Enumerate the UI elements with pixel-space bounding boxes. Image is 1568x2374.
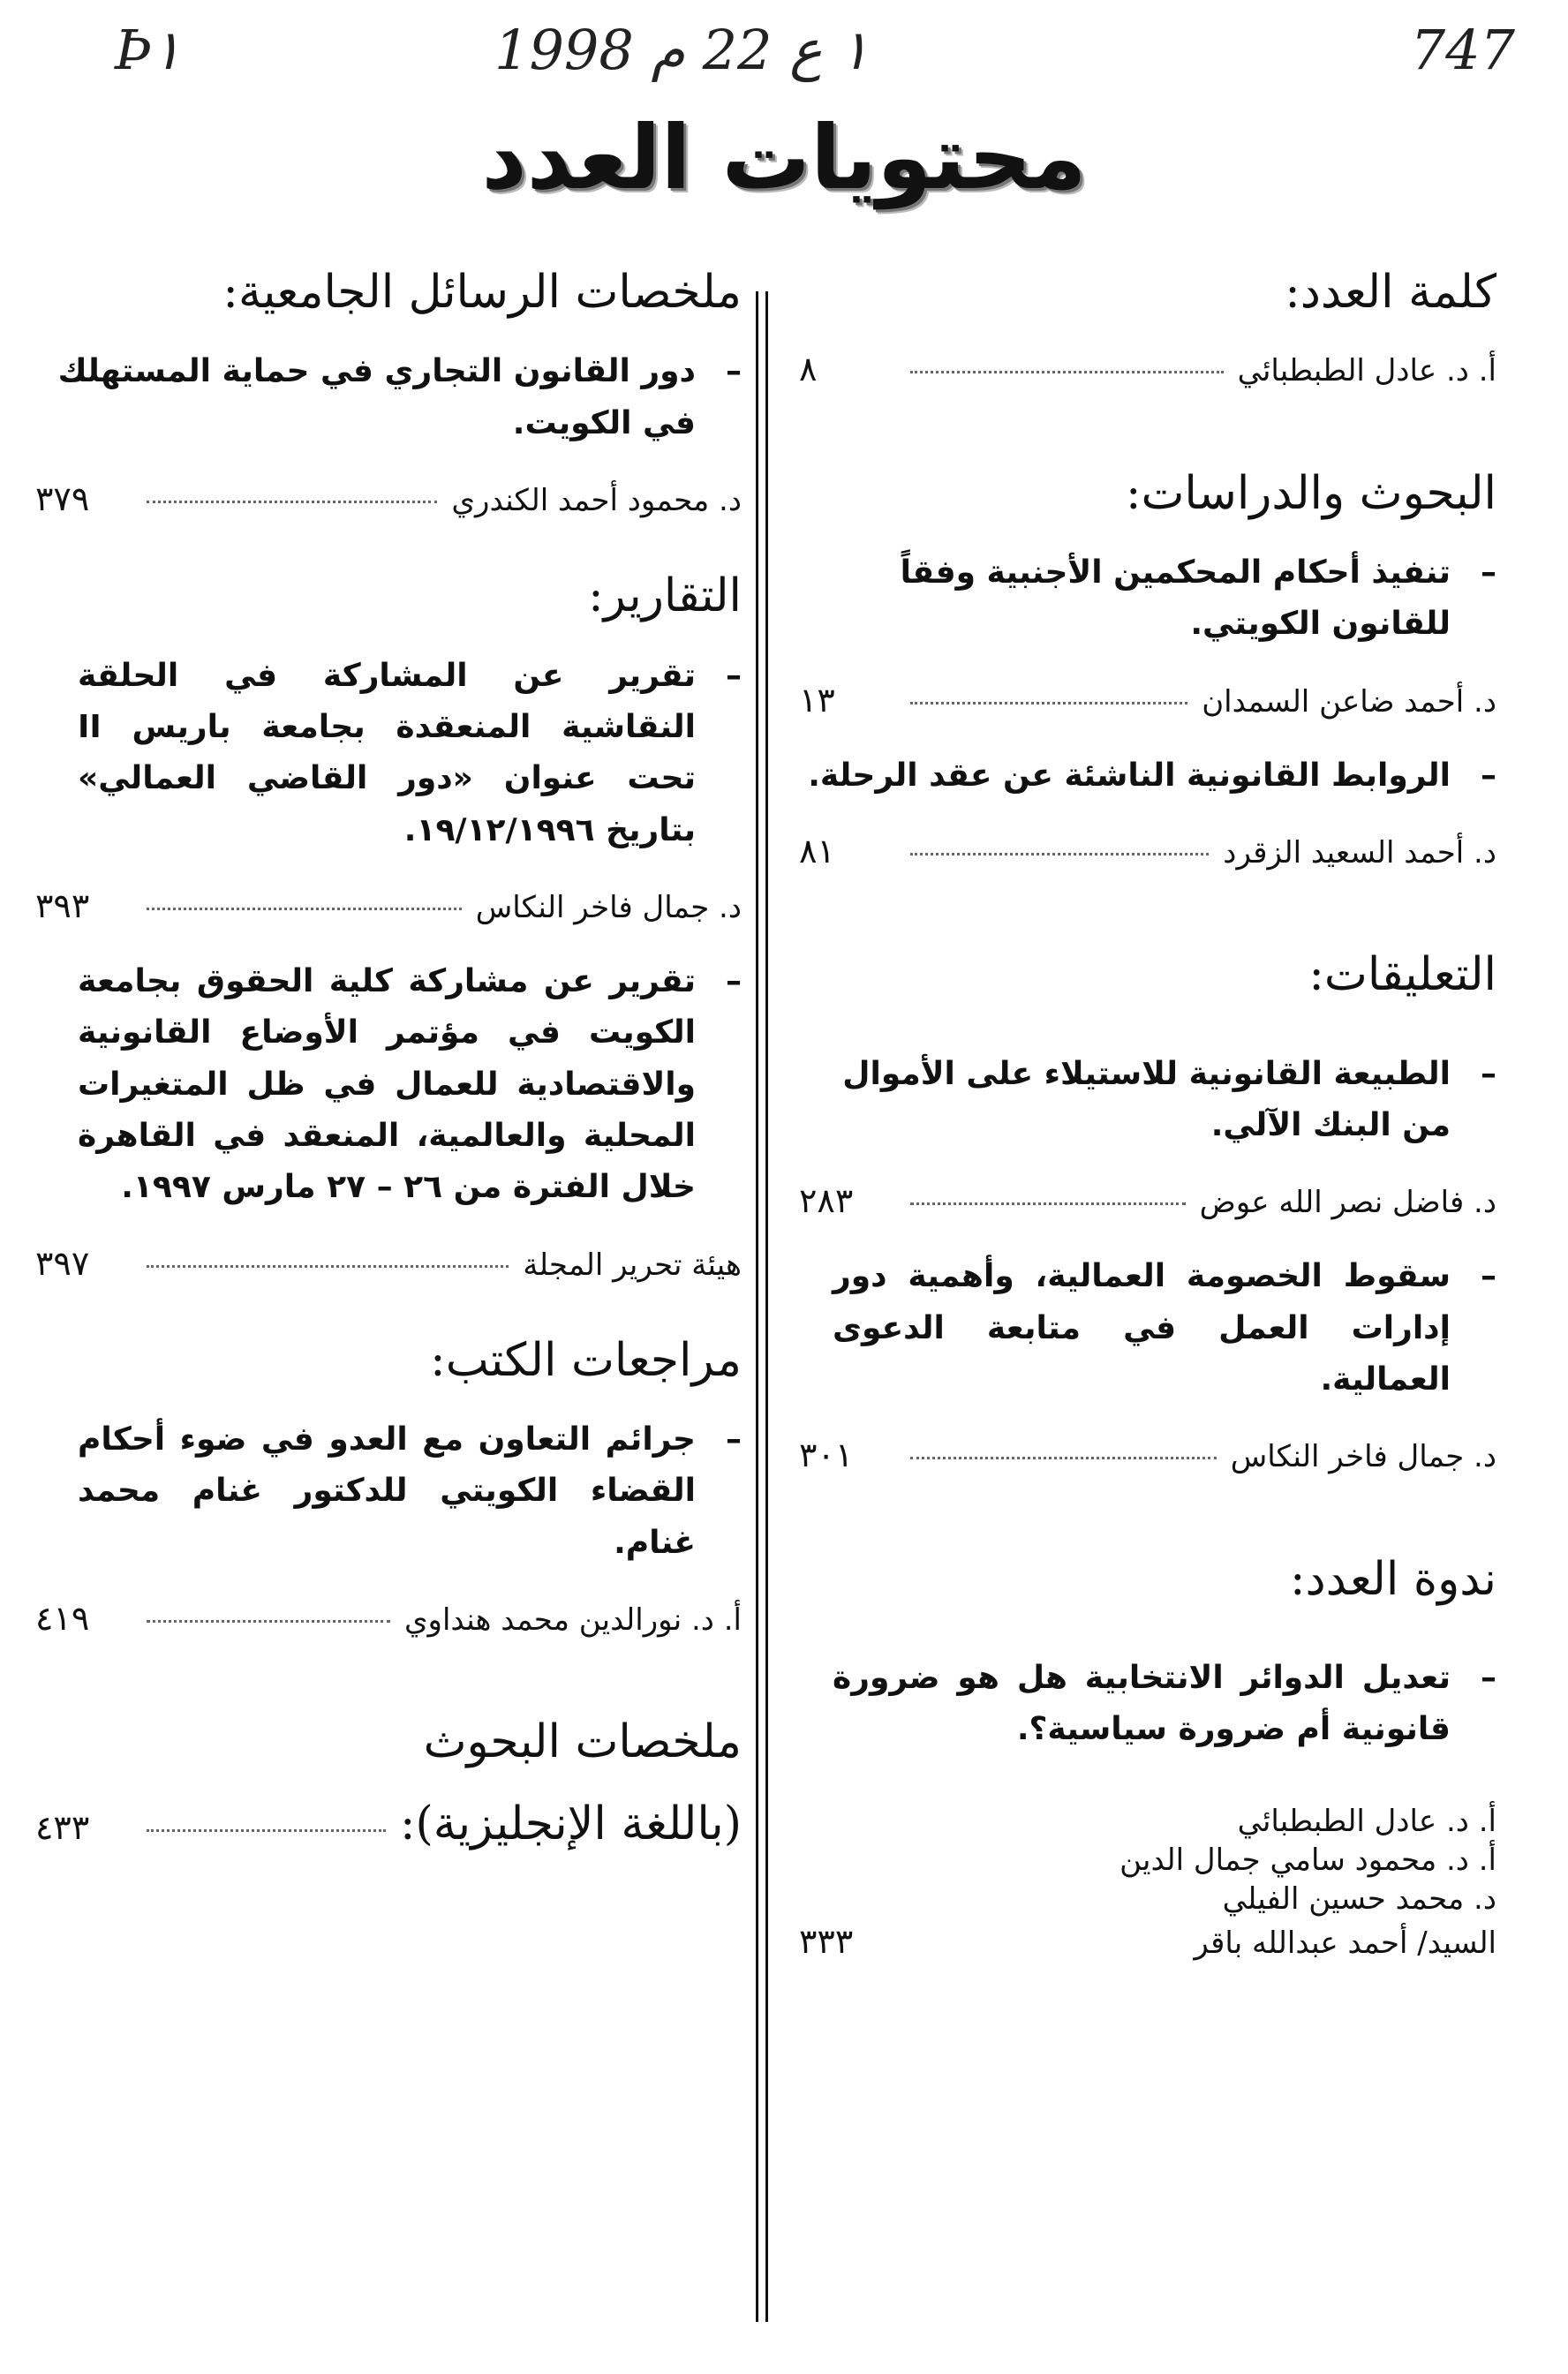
entry-page: ٣٩٧ [35,1243,90,1283]
spacer [910,1945,1180,1946]
section-heading: ملخصات البحوث [423,1715,742,1769]
entry-page: ٣٧٩ [35,479,90,519]
english-abstracts-section [35,1715,742,1851]
reports-section [35,569,742,1287]
entry-page: ٨١ [799,832,835,871]
handwritten-page-ref: 747 [1410,18,1515,82]
entry-author: د. فاضل نصر الله عوض [1199,1185,1496,1221]
entry-page: ١٣ [799,680,835,720]
entry-author: د. جمال فاخر النكاس [1230,1439,1496,1475]
toc-entry[interactable] [35,476,742,523]
item-title[interactable]: – تنفيذ أحكام المحكمين الأجنبية وفقاً للقانون الكويتي. [833,547,1496,651]
dot-leader [910,1456,1217,1459]
toc-entry[interactable] [35,1240,742,1287]
item-title[interactable]: – الروابط القانونية الناشئة عن عقد الرحلة. [799,750,1496,802]
toc-entry[interactable] [799,346,1496,393]
symposium-section [799,1552,1496,1966]
dot-leader [910,1202,1186,1205]
toc-entry[interactable] [799,1918,1496,1965]
entry-author: د. محمود أحمد الكندري [451,483,742,519]
right-column [799,265,1496,2348]
entry-page: ٤٣٣ [35,1807,90,1847]
dot-leader [147,1619,390,1623]
entry-author: د. جمال فاخر النكاس [475,889,742,925]
dot-leader [910,370,1224,373]
item-title[interactable]: – الطبيعة القانونية للاستيلاء على الأموال من البنك الآلي. [833,1049,1496,1152]
section-heading: البحوث والدراسات: [1125,466,1496,520]
dot-leader [910,701,1187,705]
section-heading: ندوة العدد: [1290,1552,1496,1606]
item-title[interactable]: – تعديل الدوائر الانتخابية هل هو ضرورة قانونية أم ضرورة سياسية؟. [833,1653,1496,1756]
item-title[interactable]: – تقرير عن المشاركة في الحلقة النقاشية المنعقدة بجامعة باريس II تحت عنوان «دور القاضي العمالي» بتاريخ ١٩/١٢/١٩٩٦. [78,651,742,856]
entry-author: هيئة تحرير المجلة [523,1247,742,1283]
toc-entry[interactable] [799,677,1496,724]
participant: د. محمد حسين الفيلي [1222,1881,1496,1917]
entry-author: أ. د. نورالدين محمد هنداوي [403,1602,742,1639]
section-heading: مراجعات الكتب: [430,1333,742,1387]
handwritten-number-ref: Ϸ١ [115,18,182,82]
dot-leader [910,852,1209,855]
item-title[interactable]: – سقوط الخصومة العمالية، وأهمية دور إدارات العمل في متابعة الدعوى العمالية. [833,1251,1496,1406]
toc-entry[interactable] [35,883,742,930]
page-title: محتويات العدد [481,106,1087,209]
comments-section [799,947,1496,1479]
dot-leader [147,907,462,910]
book-reviews-section [35,1333,742,1643]
entry-author: د. أحمد السعيد الزقرد [1223,835,1496,871]
dot-leader [147,1264,509,1268]
entry-page: ٣٩٣ [35,886,90,925]
section-heading: التقارير: [588,569,742,623]
dot-leader [147,1828,386,1832]
section-heading: ملخصات الرسائل الجامعية: [222,266,742,319]
item-title[interactable]: – جرائم التعاون مع العدو في ضوء أحكام القضاء الكويتي للدكتور غنام محمد غنام. [78,1414,742,1569]
entry-page: ٣٠١ [799,1436,854,1475]
research-section [799,466,1496,876]
entry-author: أ. د. عادل الطبطبائي [1237,353,1496,389]
toc-entry[interactable] [799,828,1496,875]
entry-page: ٢٨٣ [799,1181,854,1221]
participant: أ. د. محمود سامي جمال الدين [1119,1842,1496,1878]
section-heading: (باللغة الإنجليزية): [399,1797,742,1850]
participant: أ. د. عادل الطبطبائي [1237,1803,1496,1839]
item-title[interactable]: – دور القانون التجاري في حماية المستهلك في الكويت. [35,346,742,449]
toc-entry[interactable] [35,1797,742,1851]
entry-page: ٨ [799,350,818,389]
toc-entry[interactable] [799,1432,1496,1479]
toc-entry[interactable] [799,1178,1496,1225]
handwritten-date-ref: ١ ع 22 م 1998 [494,18,870,82]
toc-entry[interactable] [35,1595,742,1642]
column-divider [756,291,768,2322]
item-title[interactable]: – تقرير عن مشاركة كلية الحقوق بجامعة الكويت في مؤتمر الأوضاع القانونية والاقتصادية للعمال في ظل المتغيرات المحلية والعالمية، المنعقد في القاهرة خلال الفترة من ٢٦ – ٢٧ مارس ١٩٩٧. [78,956,742,1214]
entry-page: ٤١٩ [35,1599,90,1639]
entry-page: ٣٣٣ [799,1922,854,1962]
editorial-section [799,265,1496,394]
participant: السيد/ أحمد عبدالله باقر [1194,1926,1496,1962]
section-heading: التعليقات: [1308,948,1496,1002]
section-heading: كلمة العدد: [1285,266,1496,319]
left-column [35,265,742,2348]
entry-author: د. أحمد ضاعن السمدان [1202,683,1496,720]
theses-section [35,265,742,523]
dot-leader [147,500,437,503]
